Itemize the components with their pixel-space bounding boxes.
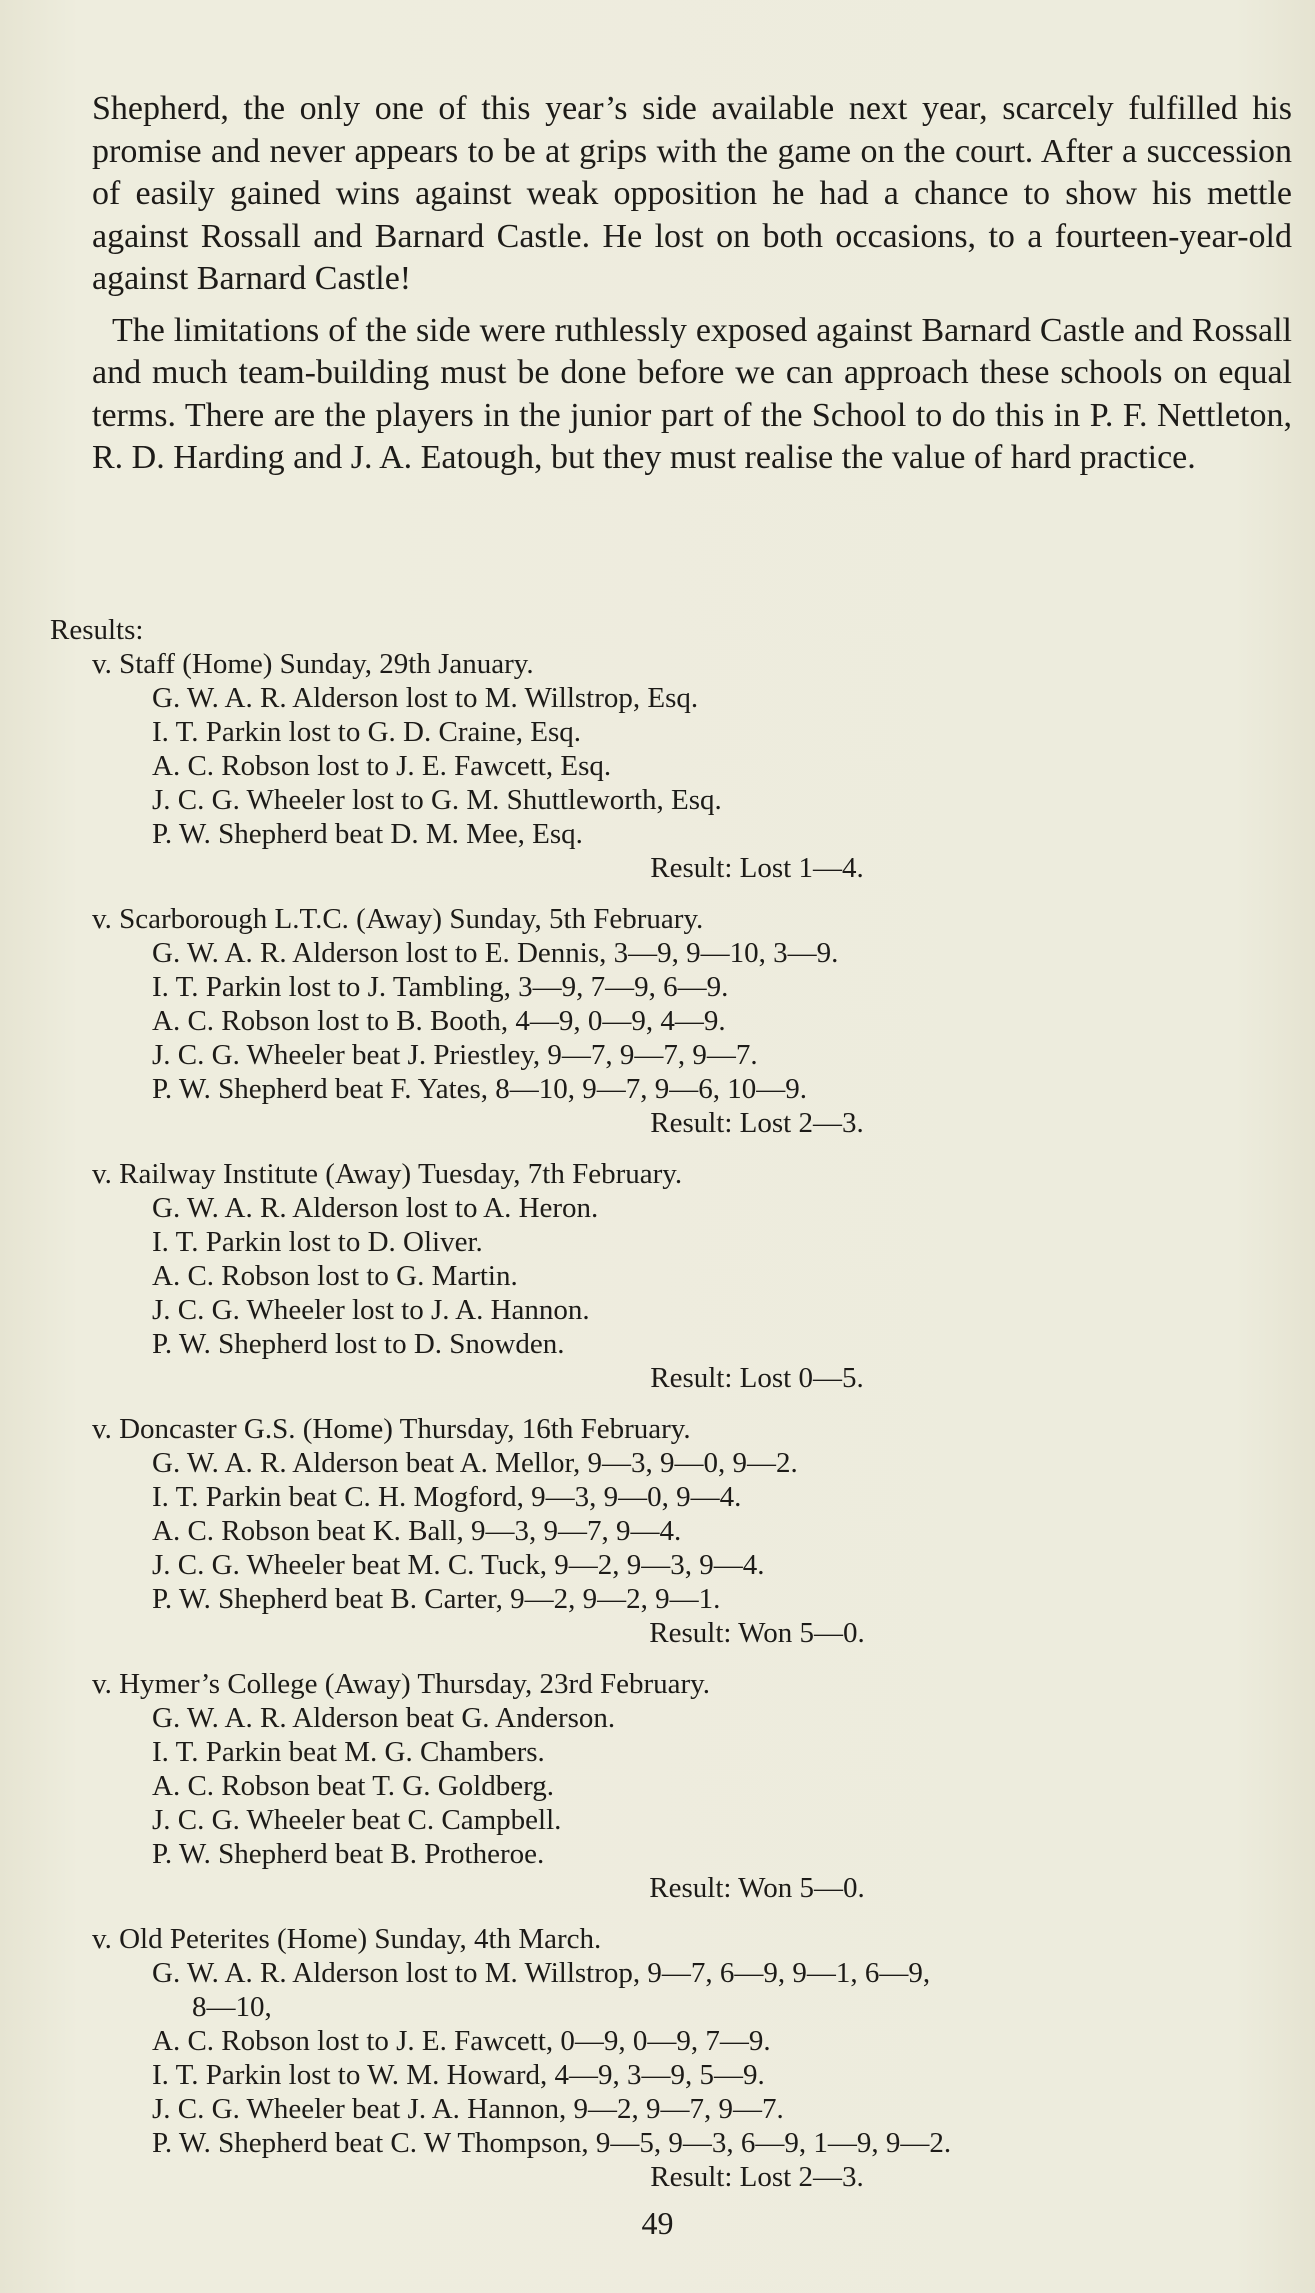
game-line: I. T. Parkin lost to D. Oliver. <box>152 1226 483 1258</box>
game-line: I. T. Parkin beat C. H. Mogford, 9—3, 9—0, 9—4. <box>152 1481 742 1513</box>
match-result: Result: Lost 2—3. <box>650 1107 864 1139</box>
game-line: G. W. A. R. Alderson lost to A. Heron. <box>152 1192 599 1224</box>
match-doncaster <box>92 1413 1302 1650</box>
paragraph: The limitations of the side were ruthlessly exposed against Barnard Castle and Rossall and much team-building must be done before we can approach these schools on equal terms. There are the players in the junior part of the School to do this in P. F. Nettleton, R. D. Harding and J. A. Eatough, but they must realise the value of hard practice. <box>92 311 1292 476</box>
match-result: Result: Lost 0—5. <box>650 1362 864 1394</box>
page-number: 49 <box>641 2205 674 2241</box>
game-line: P. W. Shepherd beat D. M. Mee, Esq. <box>152 818 583 850</box>
game-line: J. C. G. Wheeler lost to G. M. Shuttleworth, Esq. <box>152 784 722 816</box>
match-old-peterites <box>92 1923 1302 2194</box>
game-line: G. W. A. R. Alderson lost to M. Willstrop, Esq. <box>152 682 699 714</box>
match-staff <box>92 648 1302 885</box>
game-line: G. W. A. R. Alderson beat G. Anderson. <box>152 1702 616 1734</box>
paragraph: Shepherd, the only one of this year’s side available next year, scarcely fulfilled his promise and never appears to be at grips with the game on the court. After a succession of easily gained wins against weak opposition he had a chance to show his mettle against Rossall and Barnard Castle. He lost on both occasions, to a fourteen-year-old against Barnard Castle! <box>92 90 1292 297</box>
match-header: v. Scarborough L.T.C. (Away) Sunday, 5th February. <box>92 903 704 935</box>
game-line: J. C. G. Wheeler beat J. A. Hannon, 9—2, 9—7, 9—7. <box>152 2093 784 2125</box>
match-result: Result: Lost 1—4. <box>650 852 864 884</box>
game-line: J. C. G. Wheeler beat M. C. Tuck, 9—2, 9—3, 9—4. <box>152 1549 765 1581</box>
match-header: v. Old Peterites (Home) Sunday, 4th March. <box>92 1923 602 1955</box>
game-line: P. W. Shepherd lost to D. Snowden. <box>152 1328 565 1360</box>
game-line <box>152 1956 1302 2024</box>
game-line: A. C. Robson lost to J. E. Fawcett, Esq. <box>152 750 612 782</box>
game-line: A. C. Robson lost to B. Booth, 4—9, 0—9, 4—9. <box>152 1005 726 1037</box>
game-line: A. C. Robson beat T. G. Goldberg. <box>152 1770 554 1802</box>
match-header: v. Hymer’s College (Away) Thursday, 23rd February. <box>92 1668 711 1700</box>
match-results <box>92 648 1302 2212</box>
match-header: v. Staff (Home) Sunday, 29th January. <box>92 648 534 680</box>
game-line: P. W. Shepherd beat C. W Thompson, 9—5, 9—3, 6—9, 1—9, 9—2. <box>152 2127 952 2159</box>
match-scarborough <box>92 903 1302 1140</box>
match-result: Result: Won 5—0. <box>649 1617 865 1649</box>
game-line: I. T. Parkin lost to W. M. Howard, 4—9, 3—9, 5—9. <box>152 2059 765 2091</box>
game-line: P. W. Shepherd beat B. Protheroe. <box>152 1838 545 1870</box>
results-heading: Results: <box>50 614 144 646</box>
game-line: J. C. G. Wheeler lost to J. A. Hannon. <box>152 1294 590 1326</box>
match-result: Result: Lost 2—3. <box>650 2161 864 2193</box>
game-line: A. C. Robson lost to G. Martin. <box>152 1260 518 1292</box>
game-continuation: 8—10, <box>192 1991 272 2023</box>
game-line: A. C. Robson lost to J. E. Fawcett, 0—9, 0—9, 7—9. <box>152 2025 771 2057</box>
game-line: G. W. A. R. Alderson beat A. Mellor, 9—3, 9—0, 9—2. <box>152 1447 798 1479</box>
match-railway-institute <box>92 1158 1302 1395</box>
game-line: P. W. Shepherd beat F. Yates, 8—10, 9—7, 9—6, 10—9. <box>152 1073 808 1105</box>
match-header: v. Railway Institute (Away) Tuesday, 7th February. <box>92 1158 683 1190</box>
game-line: I. T. Parkin beat M. G. Chambers. <box>152 1736 545 1768</box>
match-hymers-college <box>92 1668 1302 1905</box>
game-line: A. C. Robson beat K. Ball, 9—3, 9—7, 9—4. <box>152 1515 682 1547</box>
game-text: G. W. A. R. Alderson lost to M. Willstrop, 9—7, 6—9, 9—1, 6—9, <box>152 1957 931 1989</box>
game-line: J. C. G. Wheeler beat J. Priestley, 9—7, 9—7, 9—7. <box>152 1039 758 1071</box>
match-result: Result: Won 5—0. <box>649 1872 865 1904</box>
intro-text <box>92 88 1292 489</box>
game-line: P. W. Shepherd beat B. Carter, 9—2, 9—2, 9—1. <box>152 1583 721 1615</box>
game-line: I. T. Parkin lost to G. D. Craine, Esq. <box>152 716 582 748</box>
game-line: I. T. Parkin lost to J. Tambling, 3—9, 7—9, 6—9. <box>152 971 729 1003</box>
game-line: G. W. A. R. Alderson lost to E. Dennis, 3—9, 9—10, 3—9. <box>152 937 839 969</box>
game-line: J. C. G. Wheeler beat C. Campbell. <box>152 1804 562 1836</box>
match-header: v. Doncaster G.S. (Home) Thursday, 16th February. <box>92 1413 691 1445</box>
